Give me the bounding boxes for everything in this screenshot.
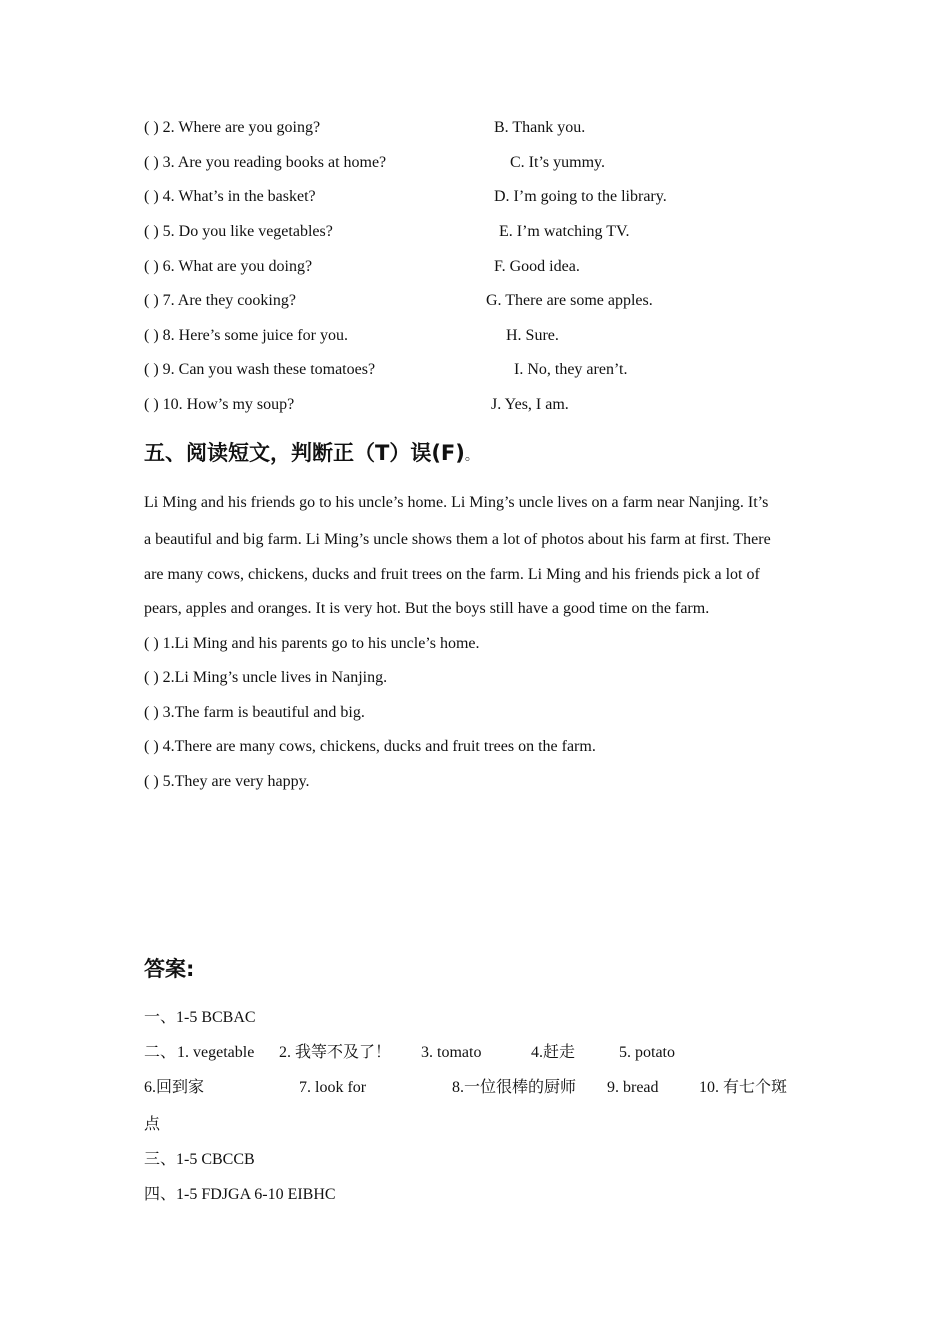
passage-line: a beautiful and big farm. Li Ming’s uncle shows them a lot of photos about his farm at first. There (144, 531, 771, 548)
passage-line: pears, apples and oranges. It is very hot. But the boys still have a good time on the farm. (144, 600, 710, 617)
answer-line-one: 一、1-5 BCBAC (144, 1009, 256, 1026)
section-five-heading (144, 440, 479, 469)
answer-two-item: 7. look for (299, 1079, 367, 1096)
matching-answer: C. It’s yummy. (510, 154, 605, 171)
answer-two-item: 2. 我等不及了！ (279, 1044, 392, 1061)
answer-two-wrap: 点 (144, 1116, 161, 1133)
statement-item: ( ) 2.Li Ming’s uncle lives in Nanjing. (144, 669, 388, 686)
answer-two-item: 10. 有七个斑 (699, 1079, 788, 1096)
answer-two-item: 5. potato (619, 1044, 675, 1061)
answer-two-item: 9. bread (607, 1079, 659, 1096)
matching-answer: G. There are some apples. (486, 292, 653, 309)
section-five-title-tail: 。 (464, 448, 479, 464)
answer-two-item: 8.一位很棒的厨师 (452, 1079, 577, 1096)
passage-line: Li Ming and his friends go to his uncle’s home. Li Ming’s uncle lives on a farm near Nanjing. It’s (144, 494, 769, 511)
answer-two-item: 1. vegetable (177, 1044, 255, 1061)
answer-two-item: 4.赶走 (531, 1044, 576, 1061)
section-five-title: 五、阅读短文，判断正（T）误(F) (144, 441, 465, 465)
matching-answer: D. I’m going to the library. (494, 188, 667, 205)
statement-item: ( ) 4.There are many cows, chickens, ducks and fruit trees on the farm. (144, 738, 596, 755)
statement-item: ( ) 3.The farm is beautiful and big. (144, 704, 365, 721)
matching-question: ( ) 9. Can you wash these tomatoes? (144, 361, 376, 378)
matching-answer: F. Good idea. (494, 258, 580, 275)
matching-answer: J. Yes, I am. (491, 396, 569, 413)
matching-question: ( ) 3. Are you reading books at home? (144, 154, 387, 171)
matching-answer: I. No, they aren’t. (514, 361, 628, 378)
matching-question: ( ) 2. Where are you going? (144, 119, 321, 136)
statement-item: ( ) 5.They are very happy. (144, 773, 310, 790)
answer-line-four: 四、1-5 FDJGA 6-10 EIBHC (144, 1186, 336, 1203)
matching-answer: H. Sure. (506, 327, 559, 344)
passage-line: are many cows, chickens, ducks and fruit trees on the farm. Li Ming and his friends pick a lot of (144, 566, 760, 583)
matching-answer: E. I’m watching TV. (499, 223, 630, 240)
answer-two-item: 3. tomato (421, 1044, 482, 1061)
answers-heading: 答案: (144, 957, 195, 981)
answer-two-prefix: 二、 (144, 1044, 177, 1061)
answer-line-three: 三、1-5 CBCCB (144, 1151, 255, 1168)
matching-question: ( ) 8. Here’s some juice for you. (144, 327, 348, 344)
answer-two-item: 6.回到家 (144, 1079, 205, 1096)
matching-question: ( ) 5. Do you like vegetables? (144, 223, 333, 240)
matching-question: ( ) 6. What are you doing? (144, 258, 313, 275)
matching-question: ( ) 10. How’s my soup? (144, 396, 295, 413)
statement-item: ( ) 1.Li Ming and his parents go to his uncle’s home. (144, 635, 480, 652)
matching-question: ( ) 4. What’s in the basket? (144, 188, 316, 205)
matching-question: ( ) 7. Are they cooking? (144, 292, 296, 309)
matching-answer: B. Thank you. (494, 119, 586, 136)
